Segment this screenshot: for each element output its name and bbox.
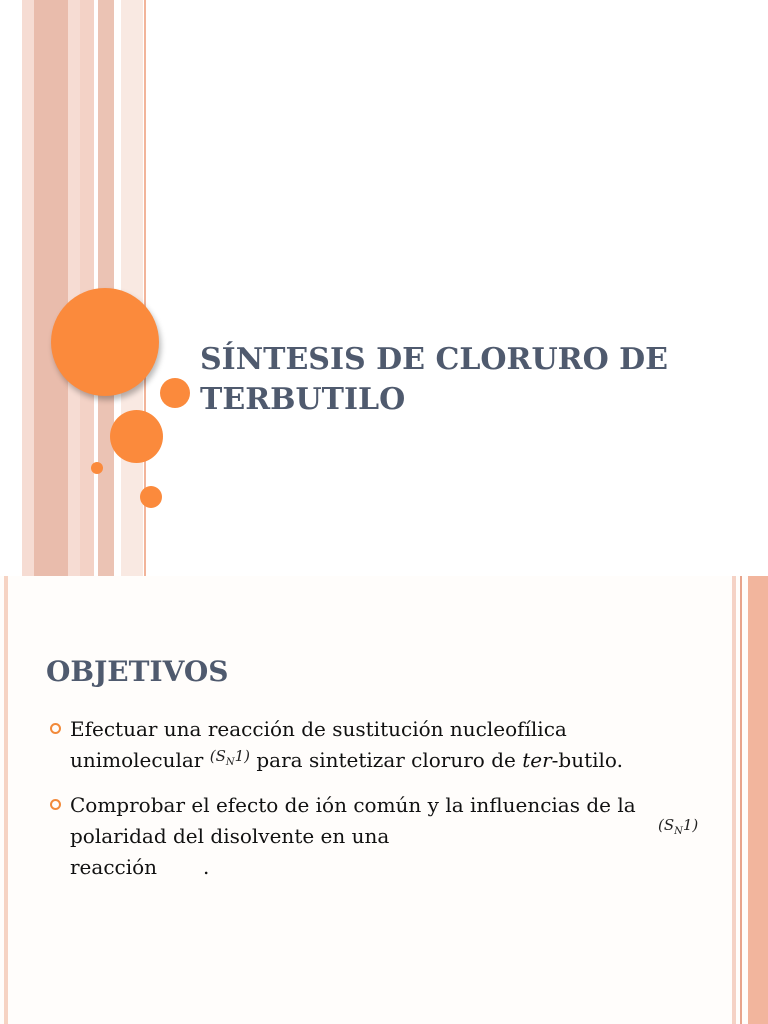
- formula-end: 1): [682, 816, 699, 834]
- orange-circle-decoration: [160, 378, 190, 408]
- ring-bullet-icon: [50, 799, 61, 810]
- sn1-formula: [210, 741, 250, 778]
- stripe-decoration: [121, 0, 143, 576]
- stripe-decoration: [4, 576, 8, 1024]
- list-item: [46, 714, 676, 784]
- stripe-decoration: [740, 576, 742, 1024]
- formula-sub: N: [225, 757, 235, 768]
- title-line-1: SÍNTESIS DE CLORURO DE: [200, 342, 669, 377]
- ring-bullet-icon: [50, 723, 61, 734]
- list-item: [46, 790, 699, 883]
- orange-circle-decoration: [110, 410, 163, 463]
- formula-s: (S: [209, 747, 226, 765]
- slide-title: [200, 340, 740, 420]
- formula-end: 1): [234, 747, 251, 765]
- objectives-list: [46, 714, 699, 889]
- stripe-decoration: [748, 576, 768, 1024]
- formula-s: (S: [658, 816, 675, 834]
- objectives-slide: [0, 576, 768, 1024]
- orange-circle-decoration: [51, 288, 159, 396]
- sn1-formula: [658, 810, 698, 847]
- bullet-text: .: [203, 855, 210, 879]
- stripe-decoration: [80, 0, 94, 576]
- orange-circle-decoration: [140, 486, 162, 508]
- bullet-text-italic: ter: [522, 748, 552, 772]
- stripe-decoration: [34, 0, 68, 576]
- orange-circle-decoration: [91, 462, 103, 474]
- stripe-decoration: [732, 576, 736, 1024]
- objectives-heading: OBJETIVOS: [46, 655, 229, 688]
- bullet-text: Efectuar una reacción de sustitución nucleofílica unimolecular: [70, 717, 567, 772]
- formula-sub: N: [674, 826, 683, 837]
- bullet-text: para sintetizar cloruro de: [250, 748, 523, 772]
- bullet-text: Comprobar el efecto de ión común y la influencias de la polaridad del disolvente en una: [70, 793, 636, 848]
- bullet-text: -butilo.: [551, 748, 623, 772]
- title-line-2: TERBUTILO: [200, 382, 406, 417]
- bullet-text: reacción: [70, 855, 158, 879]
